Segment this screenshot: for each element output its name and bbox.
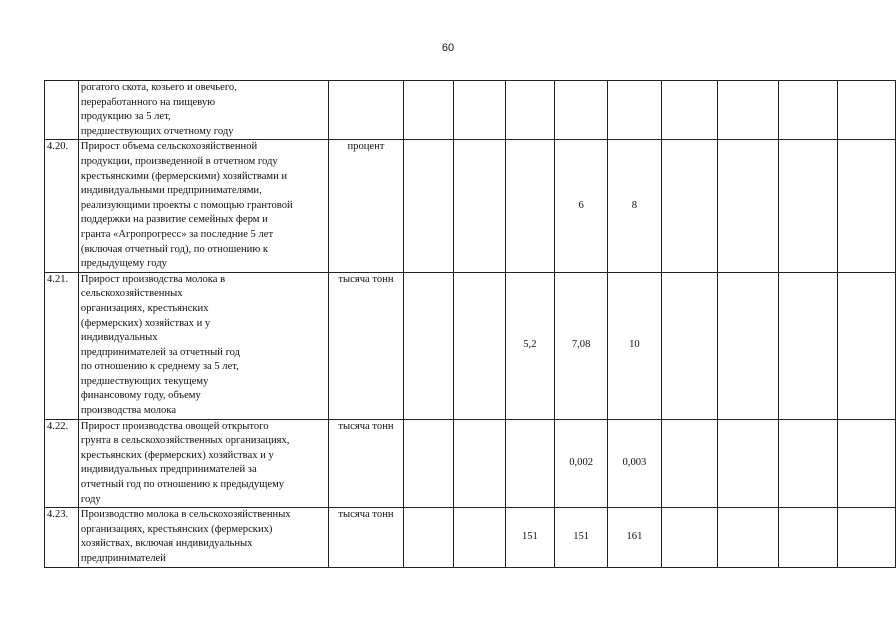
table-row [45,419,896,508]
value-cell: 6 [555,140,608,272]
value-cell: 151 [555,508,608,567]
indicator-name-line: году [80,493,101,505]
unit-cell: тысяча тонн [328,272,404,419]
indicator-name-line: индивидуальных [80,332,158,344]
indicator-name-line: Прирост производства овощей открытого [80,420,269,432]
value-cell [718,140,779,272]
indicator-name-cell [78,140,328,272]
value-cell [661,272,718,419]
value-cell [608,81,662,140]
value-cell [778,272,838,419]
value-cell [453,81,505,140]
value-cell [404,419,454,508]
value-cell [404,81,454,140]
value-cell [453,272,505,419]
indicator-name-line: отчетный год по отношению к предыдущему [80,479,285,491]
indicator-name-line: индивидуальными предпринимателями, [80,185,262,197]
value-cell [778,81,838,140]
value-cell [453,419,505,508]
row-number-cell [45,81,79,140]
value-cell [505,140,555,272]
value-cell [778,419,838,508]
row-number-cell: 4.21. [45,272,79,419]
indicator-name-line: (фермерских) хозяйствах и у [80,317,211,329]
indicator-name-cell [78,81,328,140]
value-cell [404,508,454,567]
value-cell [453,508,505,567]
value-cell: 8 [608,140,662,272]
indicator-name-line: производства молока [80,405,177,417]
value-cell: 5,2 [505,272,555,419]
unit-cell: тысяча тонн [328,508,404,567]
indicator-name-line: индивидуальных предпринимателей за [80,464,257,476]
value-cell [404,140,454,272]
indicator-name-line: реализующими проекты с помощью грантовой [80,199,293,211]
value-cell [661,419,718,508]
value-cell [718,81,779,140]
indicator-name-line: предпринимателей [80,553,166,564]
value-cell [661,81,718,140]
value-cell [838,272,896,419]
row-number-cell: 4.23. [45,508,79,567]
indicator-name-line: организациях, крестьянских [80,302,209,314]
indicator-name-cell [78,508,328,567]
value-cell [555,81,608,140]
value-cell [718,508,779,567]
value-cell [838,508,896,567]
indicator-name-line: предыдущему году [80,258,167,270]
value-cell: 0,003 [608,419,662,508]
value-cell [505,81,555,140]
value-cell [778,508,838,567]
indicator-name-line: крестьянскими (фермерскими) хозяйствами и [80,170,288,182]
table-row [45,508,896,567]
indicator-name-line: гранта «Агропрогресс» за последние 5 лет [80,228,274,240]
unit-cell: процент [328,140,404,272]
indicator-name-line: продукции, произведенной в отчетном году [80,155,278,167]
row-number-cell: 4.22. [45,419,79,508]
indicator-name-line: сельскохозяйственных [80,288,183,300]
value-cell [718,272,779,419]
indicator-name-line: организациях, крестьянских (фермерских) [80,523,273,535]
indicator-name-line: по отношению к среднему за 5 лет, [80,361,239,373]
indicator-name-line: поддержки на развитие семейных ферм и [80,214,268,226]
table-row [45,140,896,272]
indicator-name-cell [78,419,328,508]
value-cell: 0,002 [555,419,608,508]
indicator-name-line: (включая отчетный год), по отношению к [80,243,269,255]
value-cell [661,140,718,272]
indicator-name-line: финансовому году, объему [80,390,201,402]
indicator-name-line: переработанного на пищевую [80,96,216,108]
indicator-table [44,80,896,568]
indicator-name-line: рогатого скота, козьего и овечьего, [80,82,237,93]
unit-cell [328,81,404,140]
indicator-name-line: грунта в сельскохозяйственных организациях, [80,435,290,447]
indicator-name-line: Прирост объема сельскохозяйственной [80,141,258,153]
table-body [45,81,896,568]
indicator-name-line: предшествующих отчетному году [80,125,234,137]
indicator-name-line: предпринимателей за отчетный год [80,346,241,358]
indicator-name-line: Производство молока в сельскохозяйственных [80,509,291,521]
row-number-cell: 4.20. [45,140,79,272]
table-row [45,81,896,140]
value-cell: 161 [608,508,662,567]
value-cell [838,419,896,508]
indicator-name-line: продукцию за 5 лет, [80,111,171,123]
value-cell: 7,08 [555,272,608,419]
value-cell [838,140,896,272]
value-cell [838,81,896,140]
table-row [45,272,896,419]
page-number: 60 [441,42,455,54]
indicator-name-line: Прирост производства молока в [80,273,226,285]
indicator-name-cell [78,272,328,419]
indicator-name-line: хозяйствах, включая индивидуальных [80,538,253,550]
value-cell [404,272,454,419]
value-cell [778,140,838,272]
indicator-name-line: крестьянских (фермерских) хозяйствах и у [80,449,274,461]
value-cell [505,419,555,508]
value-cell [453,140,505,272]
indicator-name-line: предшествующих текущему [80,375,209,387]
value-cell: 151 [505,508,555,567]
value-cell [718,419,779,508]
unit-cell: тысяча тонн [328,419,404,508]
value-cell [661,508,718,567]
value-cell: 10 [608,272,662,419]
